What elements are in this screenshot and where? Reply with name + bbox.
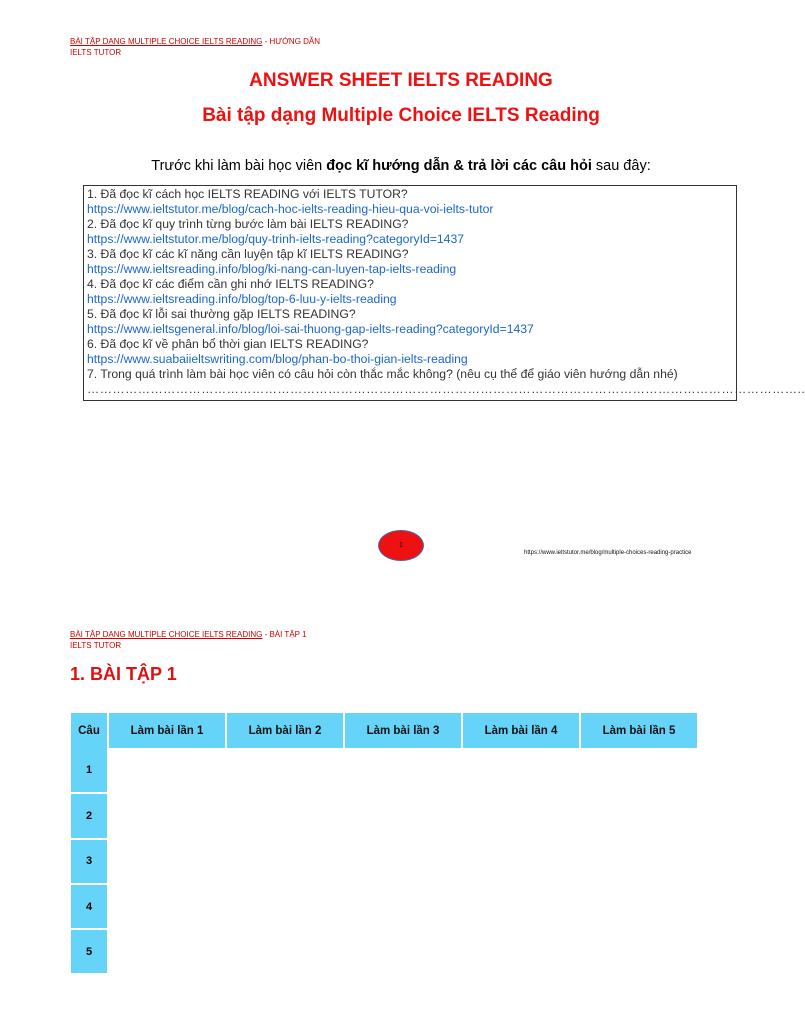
- answer-cell[interactable]: [344, 884, 462, 929]
- question-6: 6. Đã đọc kĩ về phân bổ thời gian IELTS READING?: [87, 337, 369, 351]
- table-row: [71, 884, 698, 929]
- answer-cell[interactable]: [344, 793, 462, 838]
- question-2: 2. Đã đọc kĩ quy trình từng bước làm bài IELTS READING?: [87, 217, 409, 231]
- table-row: [71, 839, 698, 884]
- row-number: 1: [71, 748, 108, 793]
- answer-cell[interactable]: [580, 839, 698, 884]
- header-bottom-link[interactable]: BÀI TẬP DẠNG MULTIPLE CHOICE IELTS READING: [70, 630, 263, 639]
- instruction-before: Trước khi làm bài học viên: [151, 158, 327, 174]
- row-number: 4: [71, 884, 108, 929]
- answer-cell[interactable]: [226, 929, 344, 974]
- answer-cell[interactable]: [226, 793, 344, 838]
- answer-cell[interactable]: [462, 839, 580, 884]
- row-number: 3: [71, 839, 108, 884]
- question-1-link[interactable]: https://www.ieltstutor.me/blog/cach-hoc-ielts-reading-hieu-qua-voi-ielts-tutor: [87, 202, 494, 216]
- answer-cell[interactable]: [108, 748, 226, 793]
- question-2-link[interactable]: https://www.ieltstutor.me/blog/quy-trinh-ielts-reading?categoryId=1437: [87, 232, 464, 246]
- question-7: 7. Trong quá trình làm bài học viên có câu hỏi còn thắc mắc không? (nêu cụ thể để giáo viên hướng dẫn nhé): [87, 367, 678, 381]
- question-5-link[interactable]: https://www.ieltsgeneral.info/blog/loi-sai-thuong-gap-ielts-reading?categoryId=1437: [87, 322, 534, 336]
- answer-cell[interactable]: [108, 793, 226, 838]
- question-4-link[interactable]: https://www.ieltsreading.info/blog/top-6-luu-y-ielts-reading: [87, 292, 397, 306]
- table-header-row: [71, 713, 698, 748]
- answer-dots: ……………………………………………………………………………………………………………………………………………………..: [87, 382, 805, 396]
- header-cau: Câu: [71, 713, 108, 748]
- row-number: 5: [71, 929, 108, 974]
- header-top: [70, 36, 370, 58]
- answer-cell[interactable]: [344, 839, 462, 884]
- header-attempt-4: Làm bài lần 4: [462, 713, 580, 748]
- question-4: 4. Đã đọc kĩ các điểm cần ghi nhớ IELTS READING?: [87, 277, 374, 291]
- answer-cell[interactable]: [108, 929, 226, 974]
- table-row: [71, 929, 698, 974]
- header-bottom-line2: IELTS TUTOR: [70, 641, 122, 650]
- question-box: [83, 185, 805, 401]
- instruction-bold: đọc kĩ hướng dẫn & trả lời các câu hỏi: [326, 158, 592, 174]
- question-1: 1. Đã đọc kĩ cách học IELTS READING với IELTS TUTOR?: [87, 187, 408, 201]
- answer-cell[interactable]: [108, 884, 226, 929]
- question-3: 3. Đã đọc kĩ các kĩ năng cần luyện tập kĩ IELTS READING?: [87, 247, 409, 261]
- answer-cell[interactable]: [462, 793, 580, 838]
- answer-cell[interactable]: [462, 884, 580, 929]
- page-subtitle: Bài tập dạng Multiple Choice IELTS Reading: [202, 105, 600, 126]
- row-number: 2: [71, 793, 108, 838]
- answer-cell[interactable]: [344, 929, 462, 974]
- table-row: [71, 748, 698, 793]
- answer-cell[interactable]: [226, 839, 344, 884]
- answer-cell[interactable]: [226, 884, 344, 929]
- answer-cell[interactable]: [580, 793, 698, 838]
- answer-cell[interactable]: [108, 839, 226, 884]
- answer-cell[interactable]: [344, 748, 462, 793]
- answer-table: [71, 713, 699, 975]
- question-5: 5. Đã đọc kĩ lỗi sai thường gặp IELTS READING?: [87, 307, 356, 321]
- answer-cell[interactable]: [580, 929, 698, 974]
- header-top-line2: IELTS TUTOR: [70, 48, 122, 57]
- header-attempt-3: Làm bài lần 3: [344, 713, 462, 748]
- answer-cell[interactable]: [580, 748, 698, 793]
- header-attempt-2: Làm bài lần 2: [226, 713, 344, 748]
- footer-url[interactable]: https://www.ieltstutor.me/blog/multiple-choices-reading-practice: [524, 550, 692, 556]
- header-bottom: [70, 629, 370, 651]
- question-3-link[interactable]: https://www.ieltsreading.info/blog/ki-nang-can-luyen-tap-ielts-reading: [87, 262, 457, 276]
- section-title: 1. BÀI TẬP 1: [70, 664, 177, 684]
- header-bottom-suffix: - BÀI TẬP 1: [262, 630, 307, 639]
- header-attempt-5: Làm bài lần 5: [580, 713, 698, 748]
- header-top-link[interactable]: BÀI TẬP DẠNG MULTIPLE CHOICE IELTS READING: [70, 37, 263, 46]
- page-number-badge: 1: [378, 530, 424, 561]
- answer-cell[interactable]: [462, 929, 580, 974]
- answer-cell[interactable]: [226, 748, 344, 793]
- page-title: ANSWER SHEET IELTS READING: [249, 70, 553, 91]
- answer-cell[interactable]: [580, 884, 698, 929]
- table-row: [71, 793, 698, 838]
- question-6-link[interactable]: https://www.suabaiieltswriting.com/blog/phan-bo-thoi-gian-ielts-reading: [87, 352, 468, 366]
- header-top-suffix: - HƯỚNG DẪN: [262, 37, 321, 46]
- instruction: [0, 158, 802, 174]
- answer-cell[interactable]: [462, 748, 580, 793]
- header-attempt-1: Làm bài lần 1: [108, 713, 226, 748]
- instruction-after: sau đây:: [591, 158, 651, 174]
